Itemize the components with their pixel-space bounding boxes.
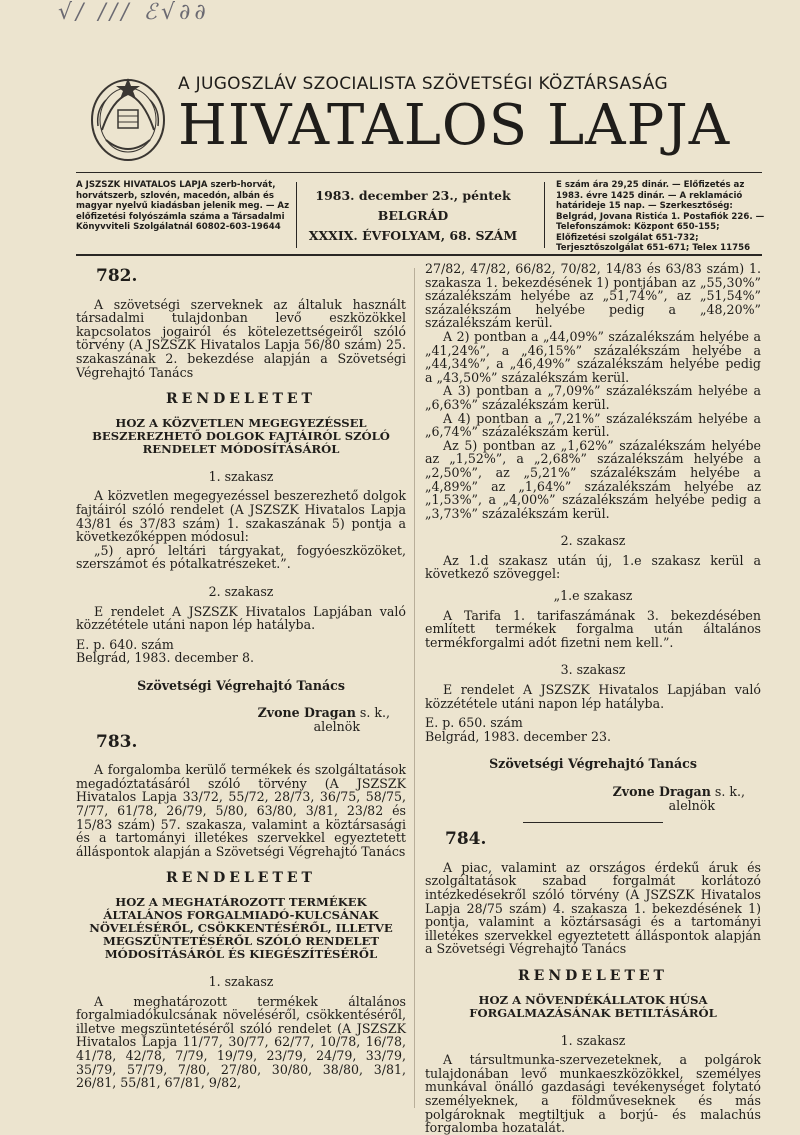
signatory-name: Zvone Dragan (257, 705, 356, 721)
act-782-date: Belgrád, 1983. december 8. (76, 650, 254, 666)
column-divider (414, 268, 415, 1108)
act-783-section-1: A meghatározott termékek általános forgalmiadókulcsának növeléséről, csökkentéséről, illetve megszüntetéséről szóló rendelet (A JSZSZK Hivatalos Lapja 11/77, 30/77, 62/77, 10/78, 16/78, 41/78, 42/78, 7/79, 19/79, 23/79, 24/79, 33/79, 35/79, 57/79, 7/80, 27/80, 30/80, 38/80, 3/81, 26/81, 55/81, 67/81, 9/82, (76, 993, 406, 1091)
act-783-date: Belgrád, 1983. december 23. (425, 728, 611, 744)
price-info: E szám ára 29,25 dinár. — Előfizetés az 1983. évre 1425 dinár. — A reklamáció határideje 15 nap. — Szerkesztőség: Belgrád, Jovana Ristića 1. Postafiók 226. — Telefonszámok: Központ 650-155; Előfizetési szolgálat 651-732; Terjesztőszolgálat 651-671; Telex 11756 (556, 180, 765, 253)
issue-date: 1983. december 23., péntek (315, 188, 511, 203)
masthead-rule-top (76, 172, 762, 173)
decree-heading: RENDELETET (166, 870, 316, 887)
act-784-title: HOZ A NÖVENDÉKÁLLATOK HÚSA FORGALMAZÁSÁNAK BETILTÁSÁRÓL (469, 992, 717, 1020)
handwritten-note: √/ /// ℰ√∂∂ (58, 0, 210, 25)
act-783-section-2-quote: A Tarifa 1. tarifaszámának 3. bekezdésében említett termékek forgalma után általános termékforgalmi adót fizetni nem kell.”. (425, 607, 761, 650)
section-heading: 1. szakasz (208, 468, 274, 484)
header-divider-right (544, 182, 545, 248)
issue-number: XXXIX. ÉVFOLYAM, 68. SZÁM (308, 228, 518, 243)
act-782-section-1: A közvetlen megegyezéssel beszerezhető dolgok fajtáiról szóló rendelet (A JSZSZK Hivatalos Lapja 43/81 és 37/83 szám) 1. szakaszának 5) pontja a következőképpen módosul: (76, 488, 406, 545)
signatory-mark: s. k., (359, 705, 390, 721)
section-heading: 1. szakasz (560, 1032, 626, 1048)
masthead-subtitle: A JUGOSZLÁV SZOCIALISTA SZÖVETSÉGI KÖZTÁRSASÁG (178, 74, 668, 94)
separator (523, 822, 663, 823)
signatory-mark: s. k., (714, 784, 745, 799)
quoted-section-heading: „1.e szakasz (553, 588, 633, 604)
act-783-point-4: A 4) pontban a „7,21%” százalékszám helyébe a „6,74%” százalékszám kerül. (425, 410, 761, 440)
act-783-reference: E. p. 650. szám (425, 715, 523, 731)
act-782-intro: A szövetségi szerveknek az általuk használt társadalmi tulajdonban levő eszközökkel kapcsolatos jogairól és kötelezettségeiről szóló törvény (A JSZSZK Hivatalos Lapja 56/80 szám) 25. szakaszának 2. bekezdése alapján a Szövetségi Végrehajtó Tanács (76, 296, 406, 380)
right-column (425, 262, 761, 1135)
act-number-784: 784. (445, 829, 487, 850)
act-782-section-1-quote: „5) apró leltári tárgyakat, fogyóeszközöket, szerszámot és pótalkatrészeket.”. (76, 542, 406, 572)
act-number-783: 783. (96, 731, 138, 752)
issue-place: BELGRÁD (377, 208, 449, 223)
act-783-section-3: E rendelet A JSZSZK Hivatalos Lapjában való közzététele utáni napon lép hatályba. (425, 682, 761, 711)
council-name: Szövetségi Végrehajtó Tanács (489, 756, 697, 772)
act-784-intro: A piac, valamint az országos érdekű áruk és szolgáltatások szabad forgalmát korlátozó intézkedésekről szóló törvény (A JSZSZK Hivatalos Lapja 28/75 szám) 4. szakasza 1. bekezdésének 1) pontja, valamint a köztársasági és a tartományi illetékes szervekkel egyeztetett álláspontok alapján a Szövetségi Végrehajtó Tanács (425, 859, 761, 957)
signatory (425, 785, 761, 799)
section-heading: 2. szakasz (208, 583, 274, 599)
header-divider-left (296, 182, 297, 248)
section-heading: 2. szakasz (560, 533, 626, 549)
act-782-reference: E. p. 640. szám (76, 636, 174, 652)
decree-heading: RENDELETET (166, 391, 316, 408)
section-heading: 3. szakasz (560, 662, 626, 678)
act-783-title: HOZ A MEGHATÁROZOTT TERMÉKEK ÁLTALÁNOS FORGALMIADÓ-KULCSÁNAK NÖVELÉSÉRŐL, CSÖKKENTÉSÉRŐL, ILLETVE MEGSZÜNTETÉSÉRŐL SZÓLÓ RENDELET MÓDOSÍTÁSÁRÓL ÉS KIEGÉSZÍTÉSÉRŐL (89, 895, 393, 961)
act-784-section-1: A társultmunka-szervezeteknek, a polgárok tulajdonában levő munkaeszközökkel, személyes munkával önálló gazdasági tevékenységet folytató személyeknek, a földműveseknek és más polgároknak megtiltjuk a borjú- és malachús forgalomba hozatalát. (425, 1052, 761, 1135)
act-number-782: 782. (96, 266, 138, 286)
masthead-rule-bottom (76, 254, 762, 256)
act-783-point-2: A 2) pontban a „44,09%” százalékszám helyébe a „41,24%”, a „46,15%” százalékszám helyébe a „44,34%”, a „46,49%” százalékszám helyébe pedig a „43,50%” százalékszám kerül. (425, 328, 761, 385)
left-column (76, 262, 406, 1090)
signatory-name: Zvone Dragan (612, 784, 711, 799)
act-783-point-5: Az 5) pontban az „1,62%” százalékszám helyébe az „1,52%”, a „2,68%” százalékszám helyébe a „2,50%”, az „5,21%” százalékszám helyébe a „4,89%” az „1,64%” százalékszám helyébe az „1,53%”, a „4,00%” százalékszám helyébe pedig a „3,73%” százalékszám kerül. (425, 437, 761, 521)
act-783-section-1-cont: 27/82, 47/82, 66/82, 70/82, 14/83 és 63/83 szám) 1. szakasza 1. bekezdésének 1) pontjában az „55,30%” százalékszám helyébe az „51,74%”, az „51,54%” százalékszám helyébe pedig a „48,20%” százalékszám kerül. (425, 261, 761, 331)
act-783-point-3: A 3) pontban a „7,09%” százalékszám helyébe a „6,63%” százalékszám kerül. (425, 383, 761, 412)
act-782-title: HOZ A KÖZVETLEN MEGEGYEZÉSSEL BESZEREZHETŐ DOLGOK FAJTÁIRÓL SZÓLÓ RENDELET MÓDOSÍTÁSÁRÓL (92, 415, 390, 456)
act-783-section-2: Az 1.d szakasz után új, 1.e szakasz kerül a következő szöveggel: (425, 552, 761, 582)
decree-heading: RENDELETET (518, 967, 668, 984)
subscription-info: A JSZSZK HIVATALOS LAPJA szerb-horvát, horvátszerb, szlovén, macedón, albán és magyar nyelvű kiadásban jelenik meg. — Az előfizetési folyószámla száma a Társadalmi Könyvviteli Szolgálatnál 60802-603-19644 (76, 180, 290, 232)
act-783-intro: A forgalomba kerülő termékek és szolgáltatások megadóztatásáról szóló törvény (A JSZSZK Hivatalos Lapja 33/72, 55/72, 28/73, 36/75, 58/75, 7/77, 61/78, 26/79, 5/80, 63/80, 3/81, 23/82 és 15/83 szám) 57. szakasza, valamint a köztársasági és a tartományi illetékes szervekkel egyeztetett álláspontok alapján a Szövetségi Végrehajtó Tanács (76, 762, 406, 859)
coat-of-arms-icon (88, 70, 168, 166)
signatory-role: alelnök (313, 719, 360, 735)
signatory (76, 706, 406, 720)
section-heading: 1. szakasz (208, 974, 274, 989)
council-name: Szövetségi Végrehajtó Tanács (137, 677, 345, 693)
issue-info (300, 186, 526, 246)
act-782-section-2: E rendelet A JSZSZK Hivatalos Lapjában való közzététele utáni napon lép hatályba. (76, 603, 406, 633)
signatory-role: alelnök (668, 797, 715, 813)
masthead-title: HIVATALOS LAPJA (178, 93, 731, 158)
